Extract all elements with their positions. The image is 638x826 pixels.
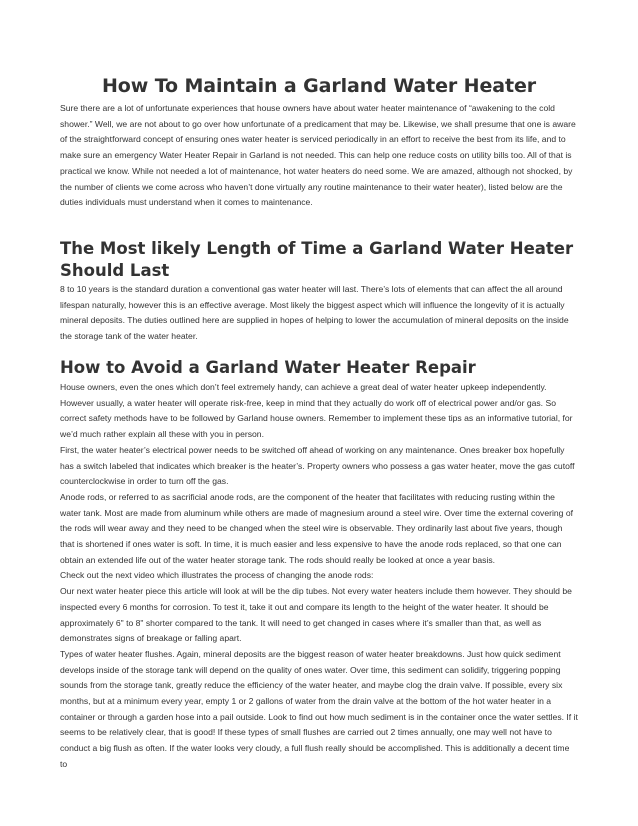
paragraph: Check out the next video which illustrates the process of changing the anode rods: [60, 570, 374, 581]
section-body-lifespan [60, 282, 578, 345]
paragraph: First, the water heater’s electrical power needs to be switched off ahead of working on any maintenance. Ones breaker box hopefully has a switch labeled that indicates which breaker is the heater’s. Property owners who possess a gas water heater, move the gas cutoff counterclockwise in order to turn off the gas. [60, 444, 575, 487]
section-heading-lifespan: The Most likely Length of Time a Garland Water Heater Should Last [60, 239, 574, 280]
paragraph: Types of water heater flushes. Again, mineral deposits are the biggest reason of water heater breakdowns. Just how quick sediment develops inside of the storage tank will depend on the quality of ones water. Over time, this sediment can solidify, triggering popping sounds from the storage tank, greatly reduce the efficiency of the water heater, and maybe clog the drain valve. If possible, every six months, but at a minimum every year, empty 1 or 2 gallons of water from the drain valve at the bottom of the hot water heater in a container or through a garden hose into a pail outside. Look to find out how much sediment is in the container once the water settles. If it seems to be relatively clear, that is good! If these types of small flushes are carried out 2 times annually, one may well not have to conduct a big flush as often. If the water looks very cloudy, a full flush really should be accomplished. This is additionally a decent time to [60, 648, 578, 769]
section-body-avoid-repair [60, 380, 578, 773]
intro-text: Sure there are a lot of unfortunate experiences that house owners have about water heater maintenance of “awakening to the cold shower.” Well, we are not about to go over how unfortunate of a predicament that may be. Likewise, we shall presume that one is aware of the straightforward concept of ensuring ones water heater is serviced periodically in an effort to receive the best from its life, and to make sure an emergency Water Heater Repair in Garland is not needed. This can help one reduce costs on utility bills too. All of that is practical we know. While not needed a lot of maintenance, hot water heaters do need some. We are amazed, although not shocked, by the number of clients we come across who haven’t done virtually any routine maintenance to their water heater), listed below are the duties individuals must understand when it comes to maintenance. [60, 103, 576, 208]
paragraph: House owners, even the ones which don’t feel extremely handy, can achieve a great deal of water heater upkeep independently. However usually, a water heater will operate risk-free, keep in mind that they actually do work off of electrical power and/or gas. So correct safety methods have to be followed by Garland house owners. Remember to implement these tips as an informative tutorial, for we’d much rather explain all these with you in person. [60, 382, 573, 440]
paragraph: Our next water heater piece this article will look at will be the dip tubes. Not every water heaters include them however. They should be inspected every 6 months for corrosion. To test it, take it out and compare its length to the height of the water heater. It should be approximately 6" to 8" shorter compared to the tank. It will need to get changed in cases where it’s smaller than that, as well as demonstrates signs of breakage or falling apart. [60, 586, 572, 644]
intro-paragraph [60, 101, 578, 211]
lifespan-text: 8 to 10 years is the standard duration a conventional gas water heater will last. There’s lots of elements that can affect the all around lifespan naturally, however this is an effective average. Most likely the biggest aspect which will influence the longevity of it is actually mineral deposits. The duties outlined here are supplied in hopes of helping to lower the accumulation of mineral deposits on the inside the storage tank of the water heater. [60, 284, 569, 342]
section-heading-avoid-repair: How to Avoid a Garland Water Heater Repair [60, 358, 476, 377]
paragraph: Anode rods, or referred to as sacrificial anode rods, are the component of the heater that facilitates with reducing rusting within the water tank. Most are made from aluminum while others are made of magnesium around a steel wire. Over time the external covering of the rods will wear away and they need to be changed when the steel wire is observable. They ordinarily last about five years, though that is shortened if ones water is soft. In time, it is much easier and less expensive to have the anode rods replaced, so that one can obtain an extended life out of the water heater storage tank. The rods should really be looked at once a year basis. [60, 491, 573, 565]
page-title: How To Maintain a Garland Water Heater [101, 75, 537, 97]
